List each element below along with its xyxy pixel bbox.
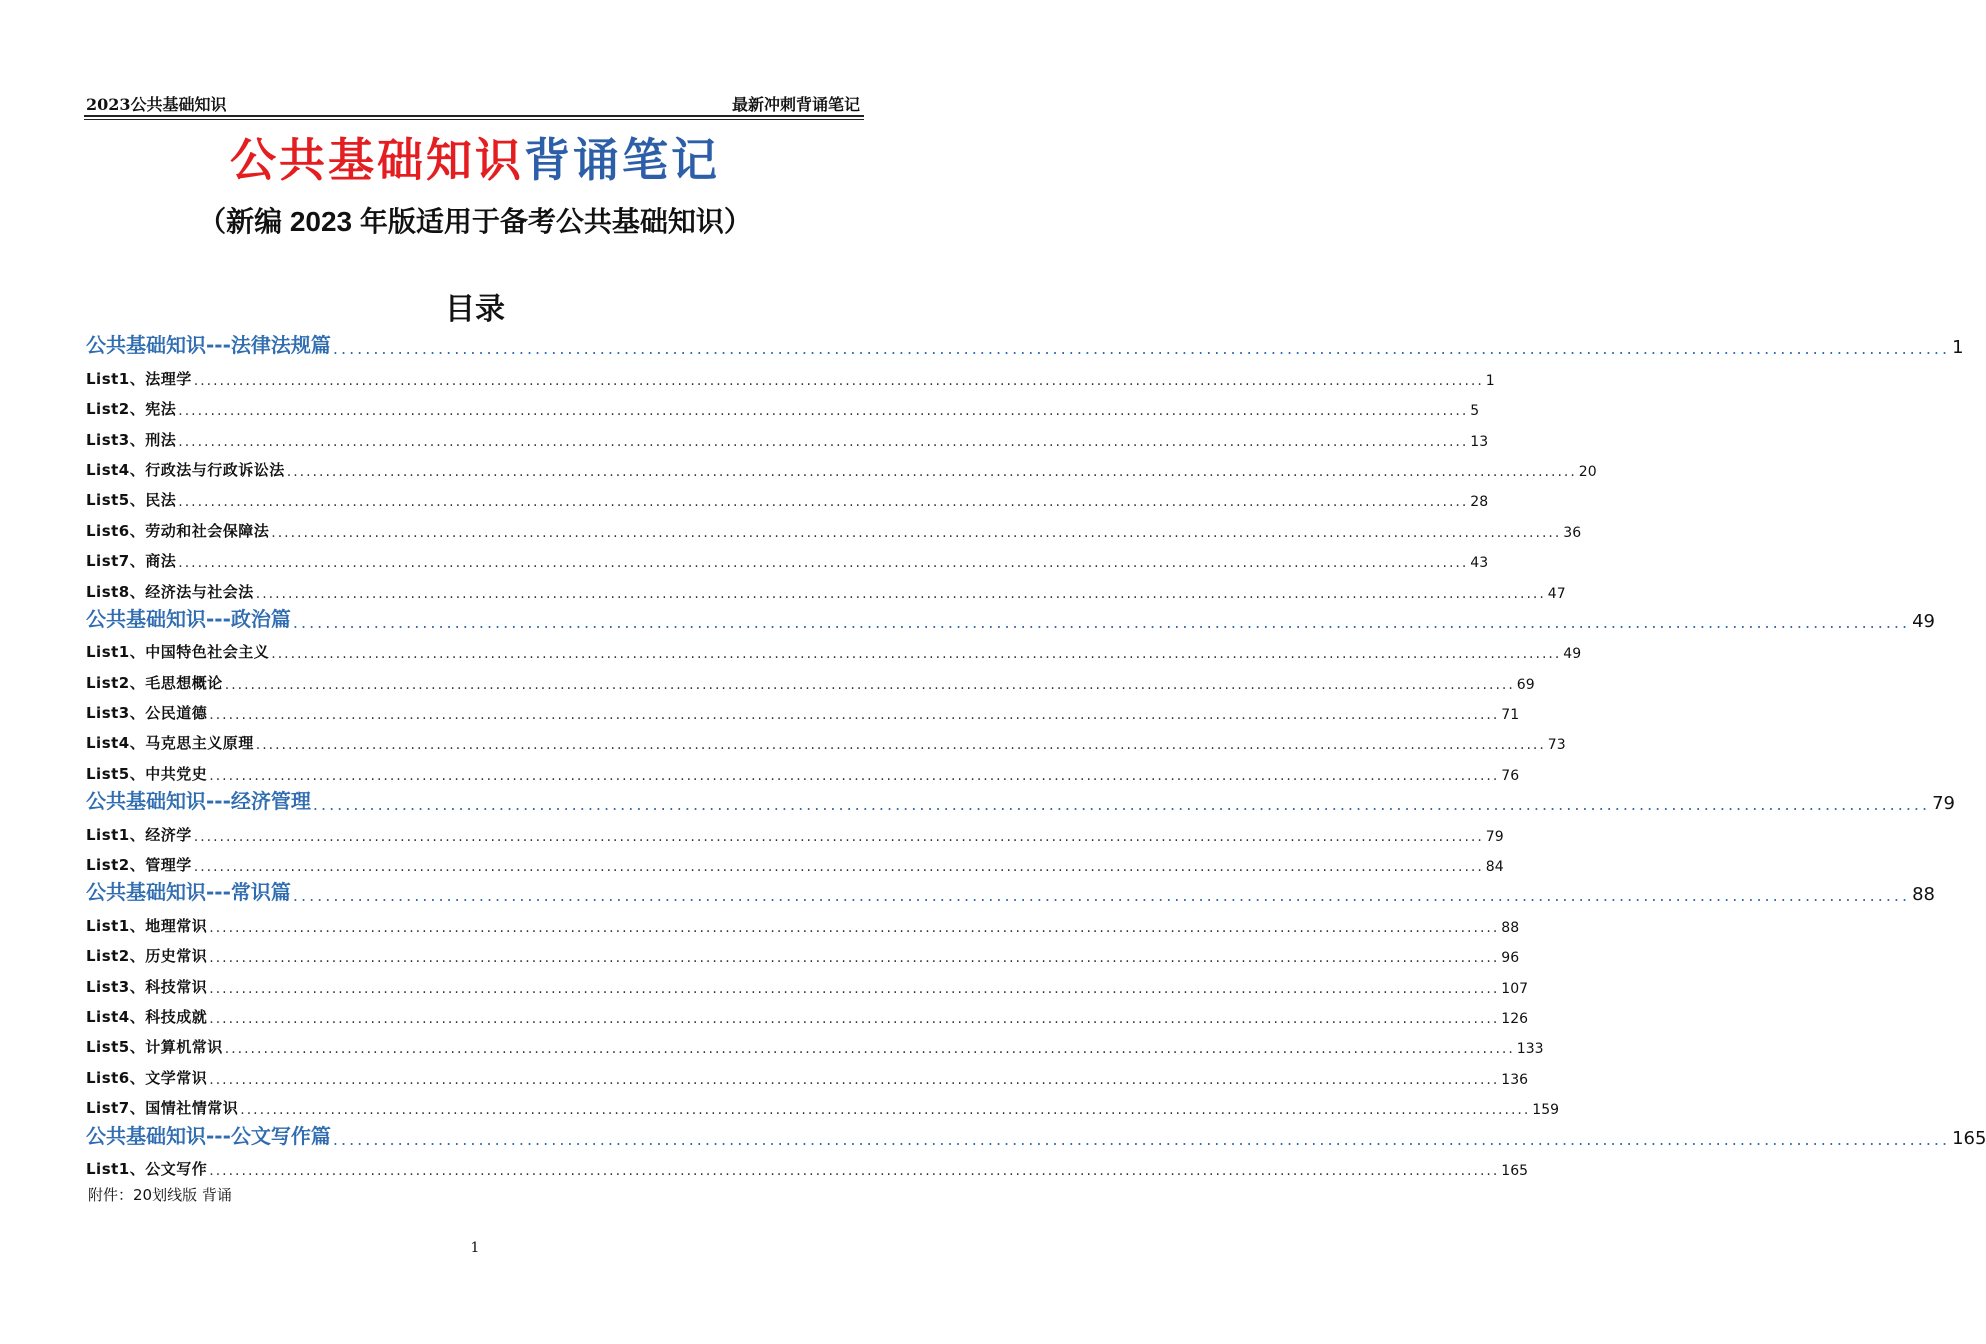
toc-leader-dots: ........................................................................................................................................................................................................ [332, 339, 1951, 359]
toc-item-title: List2、毛思想概论 [86, 673, 223, 692]
toc-item-link[interactable] [86, 632, 1582, 663]
toc-leader-dots: ........................................................................................................................................................................................................ [209, 1010, 1500, 1027]
toc-page-number: 43 [1470, 555, 1489, 572]
toc-leader-dots: ........................................................................................................................................................................................................ [224, 1041, 1515, 1058]
toc-item-title: List1、地理常识 [86, 916, 208, 935]
toc-item-link[interactable] [86, 966, 1529, 997]
toc-page-number: 126 [1501, 1010, 1529, 1027]
toc-leader-dots: ........................................................................................................................................................................................................ [209, 1162, 1500, 1179]
toc-item-link[interactable] [86, 358, 1495, 389]
toc-page-number: 159 [1532, 1102, 1560, 1119]
header-right-text: 最新冲刺背诵笔记 [731, 95, 860, 114]
toc-heading: 目录 [445, 292, 505, 327]
toc-item-link[interactable] [86, 510, 1582, 541]
header-rule [84, 115, 864, 117]
toc-leader-dots: ........................................................................................................................................................................................................ [255, 737, 1546, 754]
toc-item-link[interactable] [86, 541, 1489, 572]
toc-item-title: List5、中共党史 [86, 764, 208, 783]
document-title [0, 124, 950, 190]
toc-section-link[interactable] [86, 328, 1964, 359]
toc-page-number: 5 [1470, 403, 1480, 420]
toc-section-title: 公共基础知识---政治篇 [86, 606, 291, 631]
toc-page-number: 47 [1547, 585, 1566, 602]
toc-leader-dots: ........................................................................................................................................................................................................ [224, 676, 1515, 693]
toc-item-title: List3、公民道德 [86, 704, 208, 723]
page-number: 1 [470, 1240, 480, 1256]
toc-item-title: List2、历史常识 [86, 947, 208, 966]
toc-item-title: List6、文学常识 [86, 1068, 208, 1087]
toc-page-number: 136 [1501, 1071, 1529, 1088]
document-subtitle: （新编 2023 年版适用于备考公共基础知识） [198, 206, 752, 237]
toc-leader-dots: ........................................................................................................................................................................................................ [332, 1129, 1951, 1149]
title-blue-part: 背诵笔记 [524, 133, 720, 187]
toc-page-number: 1 [1485, 372, 1495, 389]
toc-page-number: 84 [1485, 859, 1504, 876]
table-of-contents [86, 328, 1986, 1179]
toc-leader-dots: ........................................................................................................................................................................................................ [286, 463, 1577, 480]
toc-item-link[interactable] [86, 1149, 1529, 1179]
toc-item-title: List1、公文写作 [86, 1159, 208, 1178]
toc-leader-dots: ........................................................................................................................................................................................................ [193, 859, 1484, 876]
toc-page-number: 133 [1516, 1041, 1544, 1058]
toc-leader-dots: ........................................................................................................................................................................................................ [209, 980, 1500, 997]
toc-leader-dots: ........................................................................................................................................................................................................ [312, 795, 1931, 815]
toc-section-title: 公共基础知识---公文写作篇 [86, 1123, 331, 1148]
toc-leader-dots: ........................................................................................................................................................................................................ [271, 646, 1562, 663]
toc-item-link[interactable] [86, 480, 1489, 511]
toc-leader-dots: ........................................................................................................................................................................................................ [193, 828, 1484, 845]
toc-item-link[interactable] [86, 662, 1535, 693]
toc-item-title: List3、科技常识 [86, 977, 208, 996]
toc-item-title: List5、计算机常识 [86, 1038, 223, 1057]
title-red-part: 公共基础知识 [230, 133, 524, 187]
toc-item-link[interactable] [86, 1088, 1560, 1119]
toc-leader-dots: ........................................................................................................................................................................................................ [255, 585, 1546, 602]
toc-page-number: 165 [1501, 1162, 1529, 1179]
toc-leader-dots: ........................................................................................................................................................................................................ [178, 403, 1469, 420]
toc-item-link[interactable] [86, 814, 1504, 845]
toc-section-link[interactable] [86, 602, 1935, 632]
toc-leader-dots: ........................................................................................................................................................................................................ [209, 1071, 1500, 1088]
toc-page-number: 88 [1912, 884, 1935, 906]
toc-page-number: 107 [1501, 980, 1529, 997]
toc-item-link[interactable] [86, 845, 1504, 876]
header-left-text: 2023公共基础知识 [86, 95, 227, 114]
toc-item-link[interactable] [86, 450, 1597, 480]
toc-item-title: List1、经济学 [86, 825, 192, 844]
appendix-note: 附件：20划线版 背诵 [88, 1186, 232, 1204]
toc-section-title: 公共基础知识---常识篇 [86, 880, 291, 905]
toc-leader-dots: ........................................................................................................................................................................................................ [292, 612, 1911, 632]
toc-item-title: List5、民法 [86, 491, 177, 510]
toc-item-title: List1、法理学 [86, 369, 192, 388]
toc-page-number: 28 [1470, 494, 1489, 511]
toc-item-link[interactable] [86, 1057, 1529, 1088]
toc-item-link[interactable] [86, 723, 1566, 754]
toc-item-title: List2、管理学 [86, 856, 192, 875]
toc-section-link[interactable] [86, 875, 1935, 906]
toc-item-title: List4、马克思主义原理 [86, 734, 254, 753]
toc-item-link[interactable] [86, 1027, 1544, 1058]
toc-section-title: 公共基础知识---法律法规篇 [86, 333, 331, 358]
toc-item-title: List7、商法 [86, 552, 177, 571]
toc-item-title: List2、宪法 [86, 400, 177, 419]
toc-leader-dots: ........................................................................................................................................................................................................ [209, 950, 1500, 967]
toc-leader-dots: ........................................................................................................................................................................................................ [271, 524, 1562, 541]
toc-page-number: 49 [1912, 610, 1935, 632]
toc-item-title: List8、经济法与社会法 [86, 582, 254, 601]
header-rule-thin [84, 119, 864, 120]
toc-page-number: 79 [1932, 793, 1955, 815]
toc-item-title: List1、中国特色社会主义 [86, 643, 270, 662]
toc-leader-dots: ........................................................................................................................................................................................................ [240, 1102, 1531, 1119]
toc-page-number: 76 [1501, 767, 1520, 784]
toc-leader-dots: ........................................................................................................................................................................................................ [178, 555, 1469, 572]
toc-item-title: List3、刑法 [86, 430, 177, 449]
toc-item-title: List4、行政法与行政诉讼法 [86, 460, 285, 479]
toc-section-title: 公共基础知识---经济管理 [86, 789, 311, 814]
toc-leader-dots: ........................................................................................................................................................................................................ [209, 919, 1500, 936]
toc-leader-dots: ........................................................................................................................................................................................................ [178, 433, 1469, 450]
page-header [84, 90, 864, 116]
toc-item-title: List6、劳动和社会保障法 [86, 521, 270, 540]
toc-leader-dots: ........................................................................................................................................................................................................ [209, 767, 1500, 784]
toc-page-number: 36 [1563, 524, 1582, 541]
toc-item-link[interactable] [86, 419, 1489, 450]
toc-page-number: 73 [1547, 737, 1566, 754]
toc-page-number: 20 [1578, 463, 1597, 480]
toc-item-link[interactable] [86, 693, 1520, 724]
toc-item-link[interactable] [86, 571, 1566, 602]
toc-page-number: 69 [1516, 676, 1535, 693]
toc-page-number: 88 [1501, 919, 1520, 936]
toc-page-number: 71 [1501, 707, 1520, 724]
toc-leader-dots: ........................................................................................................................................................................................................ [178, 494, 1469, 511]
toc-item-link[interactable] [86, 997, 1529, 1027]
toc-item-link[interactable] [86, 905, 1520, 936]
toc-section-link[interactable] [86, 1118, 1986, 1149]
toc-page-number: 49 [1563, 646, 1582, 663]
toc-page-number: 13 [1470, 433, 1489, 450]
toc-page-number: 79 [1485, 828, 1504, 845]
toc-section-link[interactable] [86, 784, 1955, 815]
toc-item-title: List7、国情社情常识 [86, 1099, 239, 1118]
toc-item-title: List4、科技成就 [86, 1007, 208, 1026]
toc-item-link[interactable] [86, 389, 1480, 420]
toc-leader-dots: ........................................................................................................................................................................................................ [209, 707, 1500, 724]
toc-leader-dots: ........................................................................................................................................................................................................ [292, 886, 1911, 906]
toc-item-link[interactable] [86, 936, 1520, 967]
toc-leader-dots: ........................................................................................................................................................................................................ [193, 372, 1484, 389]
toc-page-number: 165 [1952, 1127, 1986, 1149]
toc-page-number: 96 [1501, 950, 1520, 967]
toc-item-link[interactable] [86, 753, 1520, 784]
toc-page-number: 1 [1952, 337, 1964, 359]
